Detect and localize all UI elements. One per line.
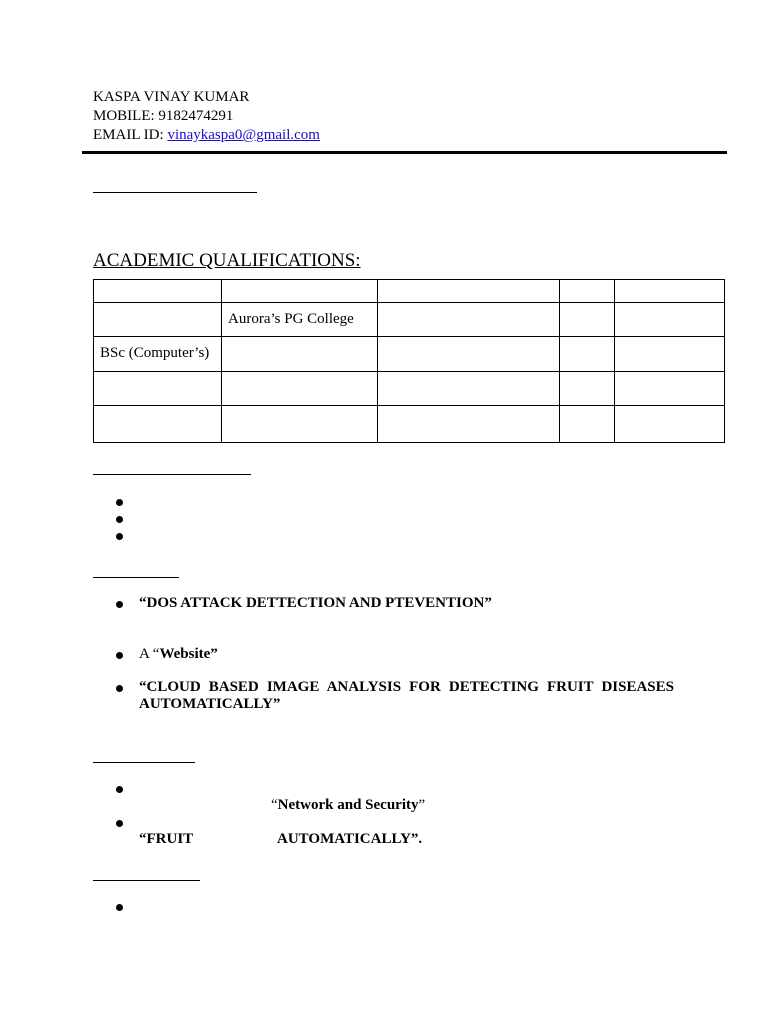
table-cell bbox=[94, 371, 222, 405]
email-link[interactable]: vinaykaspa0@gmail.com bbox=[167, 127, 320, 143]
mobile-line bbox=[93, 107, 233, 125]
candidate-name: KASPA VINAY KUMAR bbox=[93, 89, 250, 105]
table-cell bbox=[615, 405, 725, 442]
bullet-icon bbox=[116, 601, 123, 608]
projects-heading-underline bbox=[93, 577, 179, 578]
project-item-2 bbox=[139, 646, 218, 663]
table-cell bbox=[378, 337, 560, 371]
table-cell bbox=[378, 280, 560, 303]
bullet-icon bbox=[116, 786, 123, 793]
paper-item-2-part1: “FRUIT bbox=[139, 831, 194, 847]
bullet-icon bbox=[116, 499, 123, 506]
paper-item-1-open-quote: “ bbox=[271, 797, 278, 813]
header-divider bbox=[82, 151, 727, 154]
table-cell bbox=[560, 303, 615, 337]
table-row bbox=[94, 303, 725, 337]
paper-item-2-part2: AUTOMATICALLY”. bbox=[277, 831, 423, 847]
table-cell bbox=[615, 371, 725, 405]
table-cell bbox=[378, 405, 560, 442]
table-cell bbox=[560, 405, 615, 442]
mobile-label: MOBILE: bbox=[93, 108, 155, 124]
project-item-2-text: Website” bbox=[159, 646, 218, 662]
table-cell bbox=[560, 280, 615, 303]
mobile-number: 9182474291 bbox=[158, 108, 234, 124]
paper-item-1-close-quote: ” bbox=[418, 797, 426, 813]
final-heading-underline bbox=[93, 880, 200, 881]
table-cell bbox=[615, 337, 725, 371]
bullet-icon bbox=[116, 820, 123, 827]
table-cell bbox=[94, 280, 222, 303]
email-label: EMAIL ID: bbox=[93, 127, 164, 143]
table-row bbox=[94, 405, 725, 442]
email-line bbox=[93, 126, 320, 144]
table-cell bbox=[222, 337, 378, 371]
table-cell: Aurora’s PG College bbox=[222, 303, 378, 337]
table-cell bbox=[222, 280, 378, 303]
project-item-3-line2: AUTOMATICALLY” bbox=[139, 696, 281, 712]
table-cell: BSc (Computer’s) bbox=[94, 337, 222, 371]
project-item-1: “DOS ATTACK DETTECTION AND PTEVENTION” bbox=[139, 595, 492, 611]
table-row bbox=[94, 280, 725, 303]
table-row bbox=[94, 371, 725, 405]
bullet-icon bbox=[116, 652, 123, 659]
objective-heading-underline bbox=[93, 192, 257, 193]
bullet-icon bbox=[116, 904, 123, 911]
table-cell bbox=[94, 303, 222, 337]
project-item-2-prefix: A bbox=[139, 646, 153, 662]
bullet-icon bbox=[116, 685, 123, 692]
table-cell bbox=[222, 405, 378, 442]
table-row bbox=[94, 337, 725, 371]
paper-item-1 bbox=[271, 797, 425, 814]
table-cell bbox=[560, 337, 615, 371]
project-item-3-line1: “CLOUD BASED IMAGE ANALYSIS FOR DETECTING FRUIT DISEASES bbox=[139, 679, 674, 695]
table-cell bbox=[560, 371, 615, 405]
table-cell bbox=[378, 303, 560, 337]
table-cell bbox=[222, 371, 378, 405]
table-cell bbox=[94, 405, 222, 442]
paper-item-1-text: Network and Security bbox=[277, 797, 419, 813]
bullet-icon bbox=[116, 516, 123, 523]
papers-heading-underline bbox=[93, 762, 195, 763]
bullet-icon bbox=[116, 533, 123, 540]
skills-heading-underline bbox=[93, 474, 251, 475]
table-cell bbox=[378, 371, 560, 405]
table-cell bbox=[615, 280, 725, 303]
academic-title: ACADEMIC QUALIFICATIONS: bbox=[93, 250, 361, 271]
academic-table bbox=[93, 279, 725, 443]
project-item-2-quote: “ bbox=[152, 646, 160, 662]
table-cell bbox=[615, 303, 725, 337]
